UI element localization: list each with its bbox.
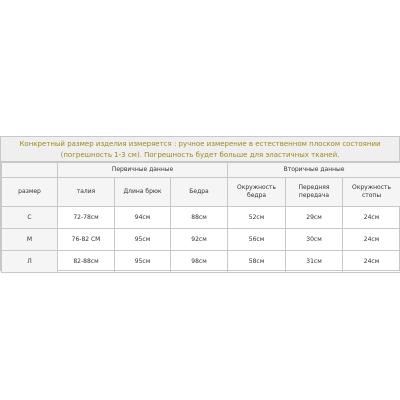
table-cell: 24см <box>343 251 400 273</box>
header-size: размер <box>2 178 58 207</box>
size-cell: Л <box>2 251 58 273</box>
header-hips: Бедра <box>171 178 228 207</box>
header-leg-opening: Окружность стопы <box>343 178 400 207</box>
group-secondary-data: Вторичные данные <box>228 163 400 178</box>
table-row <box>2 229 400 251</box>
table-cell: 30см <box>286 229 343 251</box>
table-row <box>2 251 400 273</box>
table-cell: 76-82 СМ <box>58 229 115 251</box>
size-table <box>1 162 400 273</box>
size-chart <box>0 136 400 271</box>
header-waist: талия <box>58 178 115 207</box>
header-pants-length: Длина брюк <box>115 178 171 207</box>
table-cell: 31см <box>286 251 343 273</box>
table-cell: 58см <box>228 251 286 273</box>
empty-corner-cell <box>2 163 58 178</box>
header-front-rise: Передняя передача <box>286 178 343 207</box>
table-cell: 56см <box>228 229 286 251</box>
table-cell: 52см <box>228 207 286 229</box>
table-row <box>2 207 400 229</box>
group-primary-data: Первичные данные <box>58 163 228 178</box>
table-cell: 24см <box>343 207 400 229</box>
table-cell: 72-78см <box>58 207 115 229</box>
measurement-note: Конкретный размер изделия измеряется : ручное измерение в естественном плоском состоянии (погрешность 1-3 см). Погрешность будет больше для эластичных тканей. <box>1 137 399 162</box>
table-cell: 94см <box>115 207 171 229</box>
table-cell: 82-88см <box>58 251 115 273</box>
size-cell: M <box>2 229 58 251</box>
size-cell: C <box>2 207 58 229</box>
table-cell: 29см <box>286 207 343 229</box>
column-header-row <box>2 178 400 207</box>
header-thigh-circumference: Окружность бедра <box>228 178 286 207</box>
table-cell: 98см <box>171 251 228 273</box>
table-cell: 24см <box>343 229 400 251</box>
table-cell: 88см <box>171 207 228 229</box>
table-cell: 95см <box>115 229 171 251</box>
table-cell: 95см <box>115 251 171 273</box>
group-header-row <box>2 163 400 178</box>
table-cell: 92см <box>171 229 228 251</box>
